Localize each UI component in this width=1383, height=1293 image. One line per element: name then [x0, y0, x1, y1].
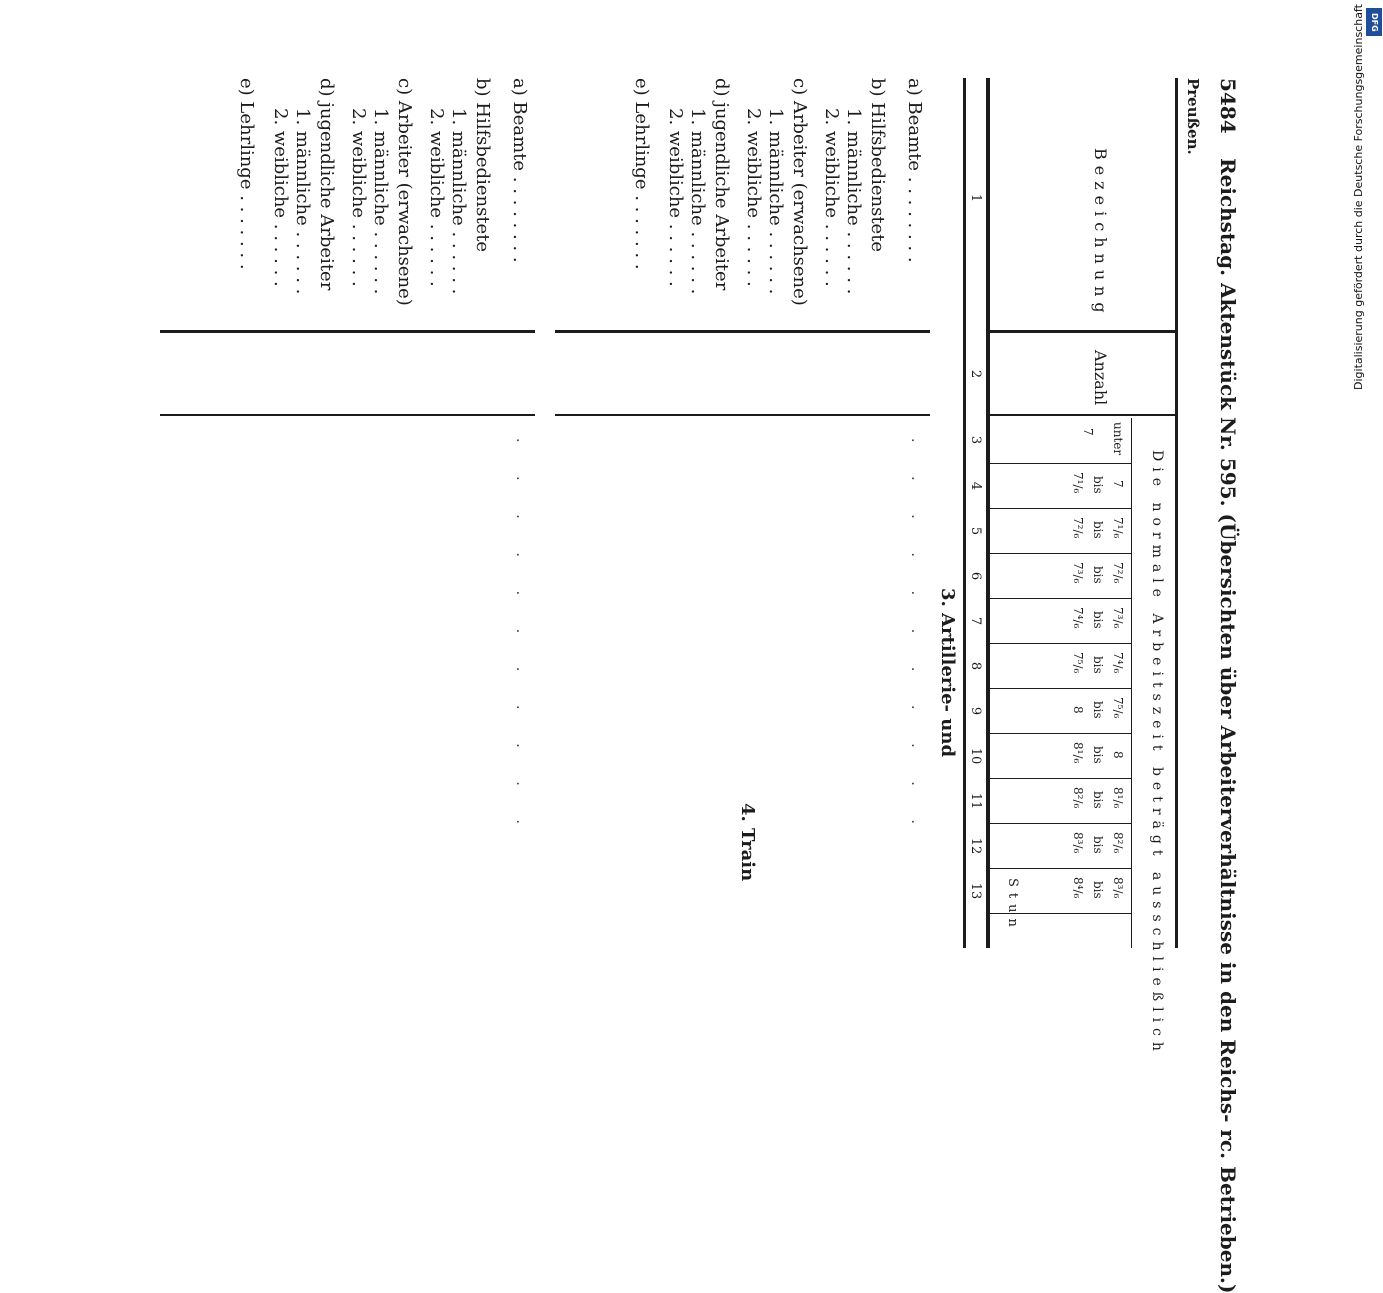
col-number: 7: [968, 616, 983, 626]
rotated-document-page: [40, 58, 1280, 1293]
dfg-credit: Digitalisierung gefördert durch die Deutsche Forschungsgemeinschaft: [1352, 4, 1365, 390]
col-number: 5: [968, 526, 983, 536]
row-label: b) Hilfsbedienstete: [472, 78, 493, 253]
col-header-anzahl: Anzahl: [1091, 350, 1110, 406]
hour-col-10-top: 8²/₆: [1111, 832, 1125, 854]
col-divider-2: [987, 414, 1178, 416]
section-col-divider: [160, 330, 535, 333]
hour-col-6-mid: bis: [1091, 656, 1105, 674]
hour-col-divider: [987, 778, 1132, 779]
hour-col-1-bot: 7: [1081, 428, 1095, 436]
hour-col-divider: [987, 733, 1132, 734]
row-label: 1. männliche . . . . . .: [292, 108, 313, 295]
hour-col-7-top: 7⁵/₆: [1111, 697, 1125, 719]
hour-col-3-top: 7¹/₆: [1111, 517, 1125, 539]
col-header-bezeichnung: Bezeichnung: [1091, 148, 1110, 319]
col-number: 4: [968, 481, 983, 491]
row-label: 1. männliche . . . . . .: [370, 108, 391, 295]
row-label: 2. weibliche . . . . . .: [743, 108, 764, 287]
hour-col-10-bot: 8³/₆: [1071, 832, 1085, 854]
col-number: 10: [968, 747, 983, 765]
col-number: 6: [968, 571, 983, 581]
hour-col-7-mid: bis: [1091, 701, 1105, 719]
hour-col-8-top: 8: [1111, 751, 1125, 759]
data-dots: · · · · · · · · · · ·: [904, 438, 920, 825]
hour-col-9-top: 8¹/₆: [1111, 787, 1125, 809]
section-heading: 4. Train: [737, 803, 758, 882]
table-top-rule: [1175, 78, 1178, 948]
col-number: 8: [968, 661, 983, 671]
row-label: 2. weibliche . . . . . .: [821, 108, 842, 287]
colnum-bottom-rule: [963, 78, 966, 948]
hour-col-4-bot: 7³/₆: [1071, 562, 1085, 584]
hour-col-4-top: 7²/₆: [1111, 562, 1125, 584]
hour-col-8-bot: 8¹/₆: [1071, 742, 1085, 764]
section-heading: 3. Artillerie- und: [937, 588, 958, 758]
col-number: 12: [968, 837, 983, 855]
col-number: 2: [968, 369, 983, 379]
row-label: 1. männliche . . . . . .: [843, 108, 864, 295]
table-header-bottom-rule: [987, 78, 990, 948]
section-col-divider: [555, 330, 930, 333]
row-label: c) Arbeiter (erwachsene): [394, 78, 415, 306]
section-col-divider: [555, 414, 930, 416]
hour-col-5-top: 7³/₆: [1111, 607, 1125, 629]
col-number: 1: [968, 193, 983, 203]
col-number: 9: [968, 706, 983, 716]
col-header-arbeitszeit: Die normale Arbeitszeit beträgt ausschließlich: [1149, 450, 1165, 1057]
hour-col-4-mid: bis: [1091, 566, 1105, 584]
colnum-top-rule: [986, 78, 987, 948]
row-label: 1. männliche . . . . . .: [687, 108, 708, 295]
hour-col-10-mid: bis: [1091, 836, 1105, 854]
col-number: 11: [968, 792, 983, 810]
col-divider-1: [987, 330, 1178, 333]
hour-col-3-mid: bis: [1091, 521, 1105, 539]
hour-col-9-bot: 8²/₆: [1071, 787, 1085, 809]
hour-col-6-top: 7⁴/₆: [1111, 652, 1125, 674]
row-label: a) Beamte . . . . . . . .: [904, 78, 925, 263]
row-label: e) Lehrlinge . . . . . . .: [236, 78, 257, 270]
col-number: 13: [968, 882, 983, 900]
hour-col-8-mid: bis: [1091, 746, 1105, 764]
data-dots: · · · · · · · · · · ·: [509, 438, 525, 825]
page-number: 5484: [1216, 78, 1240, 134]
hour-col-2-mid: bis: [1091, 476, 1105, 494]
col-number: 3: [968, 435, 983, 445]
hour-col-1-top: unter: [1111, 422, 1125, 456]
row-label: 1. männliche . . . . . .: [765, 108, 786, 295]
row-label: a) Beamte . . . . . . . .: [509, 78, 530, 263]
hour-col-3-bot: 7²/₆: [1071, 517, 1085, 539]
hour-col-7-bot: 8: [1071, 706, 1085, 714]
row-label: 2. weibliche . . . . . .: [426, 108, 447, 287]
row-label: d) jugendliche Arbeiter: [316, 78, 337, 291]
document-title: Reichstag. Aktenstück Nr. 595. (Übersichten über Arbeiterverhältnisse in den Reichs- rc. Betrieben.): [1216, 158, 1240, 1293]
row-label: 2. weibliche . . . . . .: [270, 108, 291, 287]
hour-col-divider: [987, 643, 1132, 644]
row-label: 2. weibliche . . . . . .: [348, 108, 369, 287]
row-label: 2. weibliche . . . . . .: [665, 108, 686, 287]
hour-col-11-bot: 8⁴/₆: [1071, 877, 1085, 899]
row-label: 1. männliche . . . . . .: [448, 108, 469, 295]
dfg-logo-badge: DFG: [1366, 8, 1382, 36]
hour-col-divider: [987, 598, 1132, 599]
section-col-divider: [160, 414, 535, 416]
row-label: e) Lehrlinge . . . . . . .: [631, 78, 652, 270]
state-label: Preußen.: [1184, 78, 1202, 155]
hour-col-9-mid: bis: [1091, 791, 1105, 809]
hour-unit-label: Stun: [1005, 878, 1020, 933]
row-label: c) Arbeiter (erwachsene): [789, 78, 810, 306]
hour-col-divider: [987, 508, 1132, 509]
hour-col-divider: [987, 868, 1132, 869]
row-label: d) jugendliche Arbeiter: [711, 78, 732, 291]
hour-col-5-bot: 7⁴/₆: [1071, 607, 1085, 629]
hour-col-5-mid: bis: [1091, 611, 1105, 629]
hour-col-11-mid: bis: [1091, 881, 1105, 899]
hour-col-divider: [987, 688, 1132, 689]
hour-col-11-top: 8³/₆: [1111, 877, 1125, 899]
hour-col-2-top: 7: [1111, 480, 1125, 488]
row-label: b) Hilfsbedienstete: [867, 78, 888, 253]
hour-col-divider: [987, 463, 1132, 464]
hour-col-divider: [987, 553, 1132, 554]
hour-col-2-bot: 7¹/₆: [1071, 472, 1085, 494]
hour-col-divider: [987, 823, 1132, 824]
hour-col-6-bot: 7⁵/₆: [1071, 652, 1085, 674]
